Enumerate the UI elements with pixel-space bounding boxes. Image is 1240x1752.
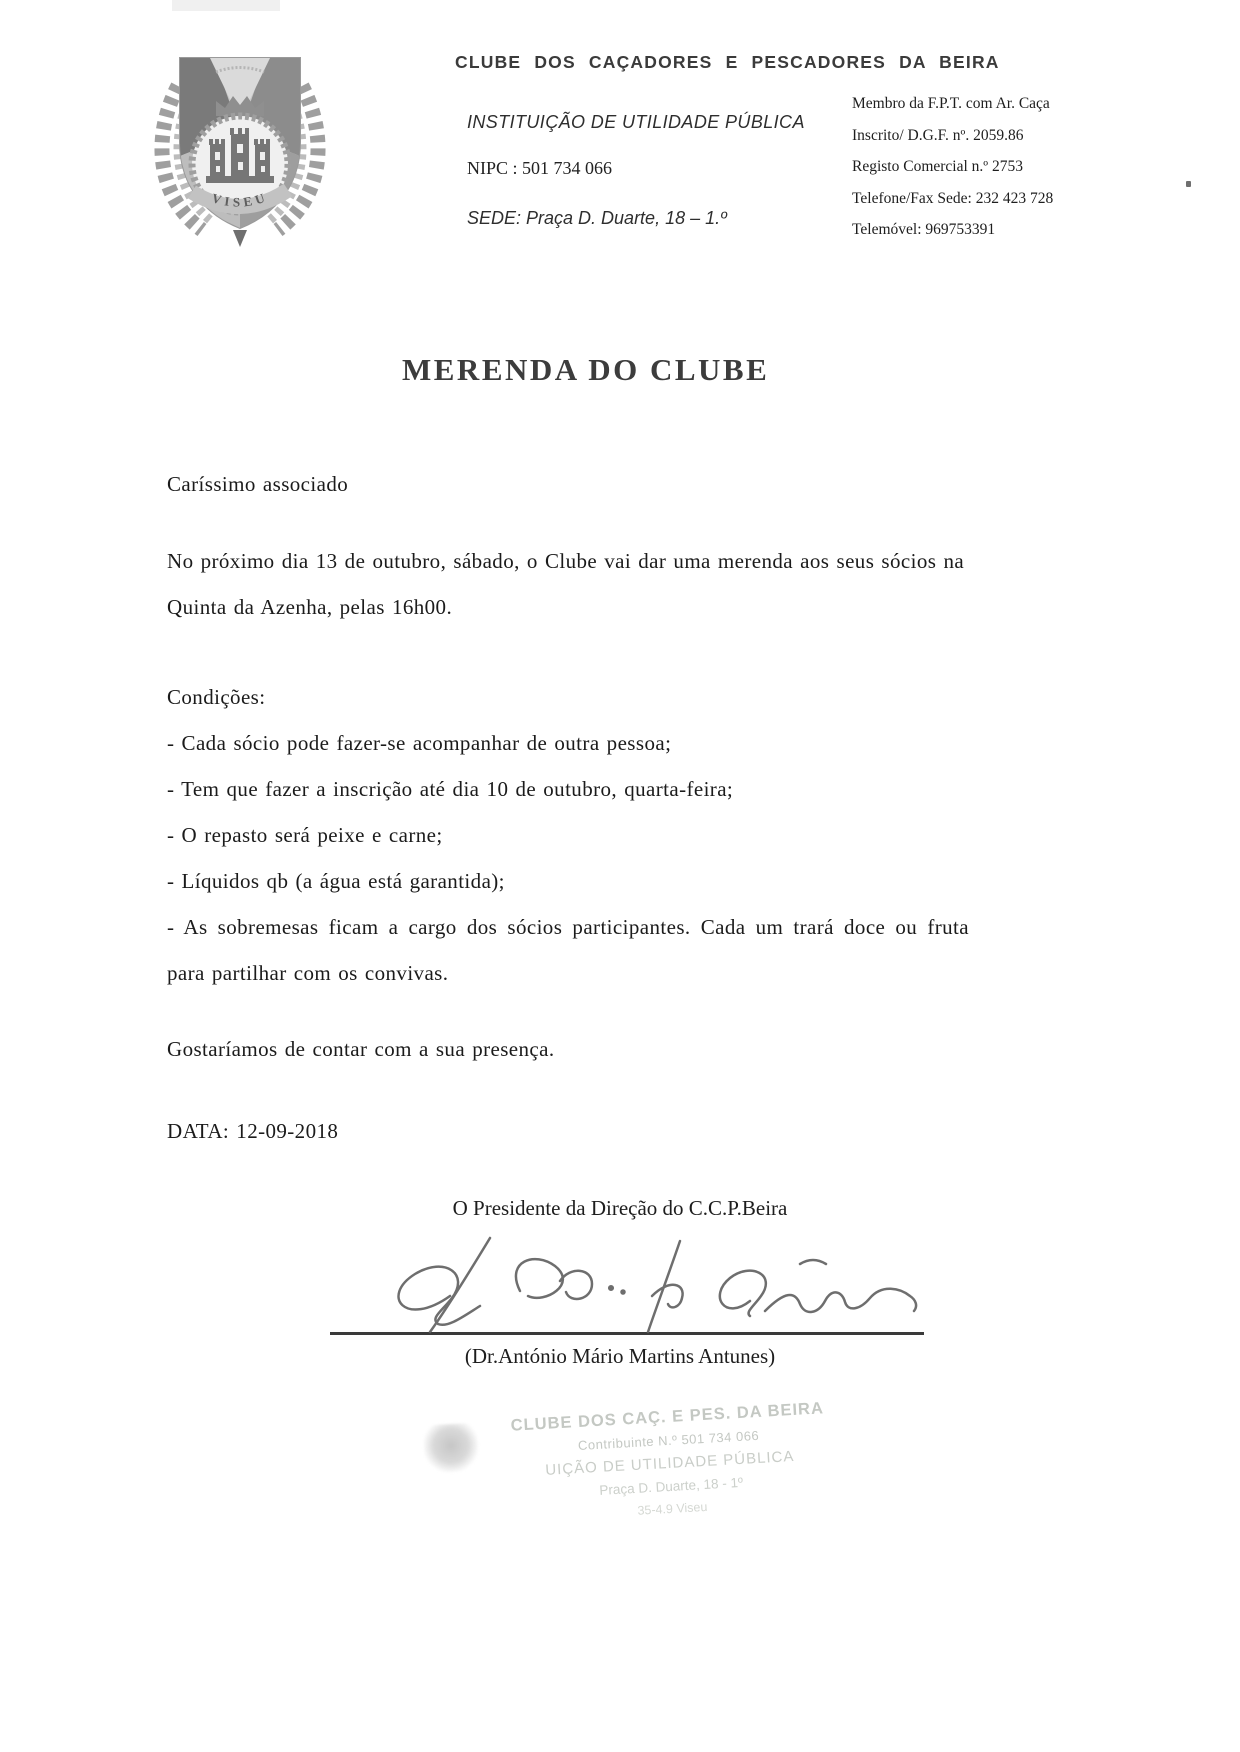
- signature-name-line: (Dr.António Mário Martins Antunes): [464, 1344, 776, 1368]
- closing-line: Gostaríamos de contar com a sua presença.: [167, 1037, 555, 1061]
- paragraph-line: No próximo dia 13 de outubro, sábado, o Clube vai dar uma merenda aos seus sócios na: [167, 549, 965, 573]
- detail-telefone: Telefone/Fax Sede: 232 423 728: [852, 189, 1054, 207]
- header-details: [852, 88, 1053, 246]
- logo-motto-text: VISEU: [210, 188, 271, 210]
- signature-role-line: O Presidente da Direção do C.C.P.Beira: [452, 1196, 788, 1220]
- org-name: CLUBE DOS CAÇADORES E PESCADORES DA BEIRA: [455, 52, 1000, 72]
- signature-area: [330, 1236, 924, 1335]
- condition-item: - As sobremesas ficam a cargo dos sócios participantes. Cada um trará doce ou fruta: [167, 915, 969, 939]
- date-line: DATA: 12-09-2018: [167, 1119, 339, 1143]
- condition-item: - O repasto será peixe e carne;: [167, 823, 443, 847]
- detail-membro: Membro da F.P.T. com Ar. Caça: [852, 95, 1050, 112]
- stamp-line: CLUBE DOS CAÇ. E PES. DA BEIRA: [510, 1399, 825, 1435]
- club-crest-logo: [148, 44, 332, 248]
- condition-item: - Cada sócio pode fazer-se acompanhar de outra pessoa;: [167, 731, 672, 755]
- condition-item: para partilhar com os convivas.: [167, 961, 449, 985]
- stamp-line: UIÇÃO DE UTILIDADE PÚBLICA: [544, 1447, 795, 1479]
- scan-smudge: [172, 0, 280, 11]
- institution-line: INSTITUIÇÃO DE UTILIDADE PÚBLICA: [467, 112, 805, 132]
- conditions-label: Condições:: [167, 685, 266, 709]
- letter-body: [167, 461, 1082, 1154]
- detail-registo: Registo Comercial n.º 2753: [852, 158, 1023, 175]
- stamp-line: Praça D. Duarte, 18 - 1º: [598, 1474, 744, 1498]
- rubber-stamp: [452, 1394, 888, 1533]
- stamp-line: Contribuinte N.º 501 734 066: [577, 1427, 760, 1453]
- condition-item: - Líquidos qb (a água está garantida);: [167, 869, 505, 893]
- letter-title: MERENDA DO CLUBE: [402, 352, 770, 387]
- condition-item: - Tem que fazer a inscrição até dia 10 de outubro, quarta-feira;: [167, 777, 734, 801]
- nipc-line: NIPC : 501 734 066: [467, 158, 613, 178]
- paragraph-line: Quinta da Azenha, pelas 16h00.: [167, 595, 453, 619]
- sede-line: SEDE: Praça D. Duarte, 18 – 1.º: [467, 208, 727, 228]
- handwritten-signature: [330, 1236, 924, 1332]
- stamp-line: 35-4.9 Viseu: [637, 1499, 708, 1518]
- scan-speck: [1186, 181, 1191, 187]
- salutation: Caríssimo associado: [167, 472, 349, 496]
- crest-svg: [148, 44, 332, 248]
- detail-telemovel: Telemóvel: 969753391: [852, 221, 996, 238]
- detail-inscrito: Inscrito/ D.G.F. nº. 2059.86: [852, 126, 1024, 144]
